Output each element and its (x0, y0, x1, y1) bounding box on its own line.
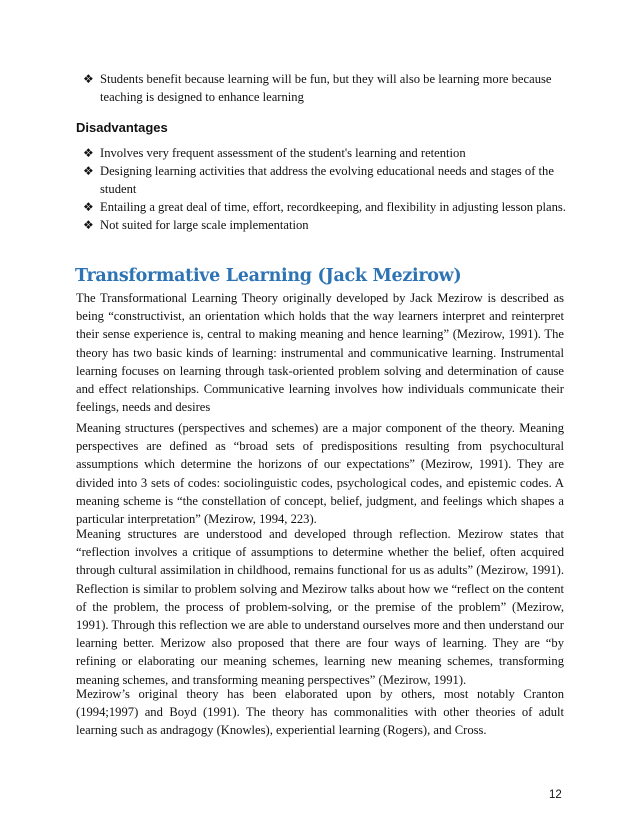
list-item (68, 145, 568, 163)
list-item-text: Not suited for large scale implementation (100, 217, 309, 232)
body-paragraph: The Transformational Learning Theory originally developed by Jack Mezirow is described as being “constructivist, an orientation which holds that the way learners interpret and reinterpret their sense experience is, central to making meaning and hence learning” (Mezirow, 1991). The theory has two basic kinds of learning: instrumental and communicative learning. Instrumental learning focuses on learning through task-oriented problem solving and determination of cause and effect relationships. Communicative learning involves how individuals communicate their feelings, needs and desires (76, 291, 564, 415)
list-item (68, 71, 568, 106)
diamond-bullet-icon: ❖ (83, 72, 94, 86)
list-item-text: Involves very frequent assessment of the student's learning and retention (100, 146, 466, 160)
list-item-text: Entailing a great deal of time, effort, recordkeeping, and flexibility in adjusting lesson plans. (100, 199, 566, 214)
section-title: Transformative Learning (Jack Mezirow) (75, 266, 462, 286)
list-item (68, 199, 568, 217)
list-item-text: Students benefit because learning will be fun, but they will also be learning more because teaching is designed to enhance learning (100, 72, 552, 104)
diamond-bullet-icon: ❖ (83, 146, 94, 160)
list-item-text: Designing learning activities that address the evolving educational needs and stages of the student (100, 164, 554, 196)
disadvantages-bullet-list (68, 145, 568, 235)
body-paragraph: Mezirow’s original theory has been elaborated upon by others, most notably Cranton (1994;1997) and Boyd (1991). The theory has commonalities with other theories of adult learning such as andragogy (Knowles), experiential learning (Rogers), and Cross. (76, 687, 564, 738)
body-paragraph: Meaning structures (perspectives and schemes) are a major component of the theory. Meaning perspectives are defined as “broad sets of predispositions resulting from psychocultural assumptions which determine the horizons of our expectations” (Mezirow, 1991). They are divided into 3 sets of codes: sociolinguistic codes, psychological codes, and epistemic codes. A meaning scheme is “the constellation of concept, belief, judgment, and feelings which shapes a particular interpretation” (Mezirow, 1994, 223). (76, 421, 564, 527)
list-item (68, 217, 568, 235)
body-paragraph: Meaning structures are understood and developed through reflection. Mezirow states that “reflection involves a critique of assumptions to determine whether the belief, often acquired through cultural assimilation in childhood, remains functional for us as adults” (Mezirow, 1991). Reflection is similar to problem solving and Mezirow talks about how we “reflect on the content of the problem, the process of problem-solving, or the premise of the problem” (Mezirow, 1991). Through this reflection we are able to understand ourselves more and then understand our learning better. Merizow also proposed that there are four ways of learning. They are “by refining or elaborating our meaning schemes, learning new meaning schemes, transforming meaning schemes, and transforming meaning perspectives” (Mezirow, 1991). (76, 527, 564, 687)
disadvantages-heading: Disadvantages (76, 120, 168, 135)
diamond-bullet-icon: ❖ (83, 164, 94, 178)
page-number: 12 (549, 789, 562, 801)
diamond-bullet-icon: ❖ (83, 217, 94, 232)
diamond-bullet-icon: ❖ (83, 199, 94, 214)
list-item (68, 163, 568, 198)
benefits-bullet-list (68, 71, 568, 107)
